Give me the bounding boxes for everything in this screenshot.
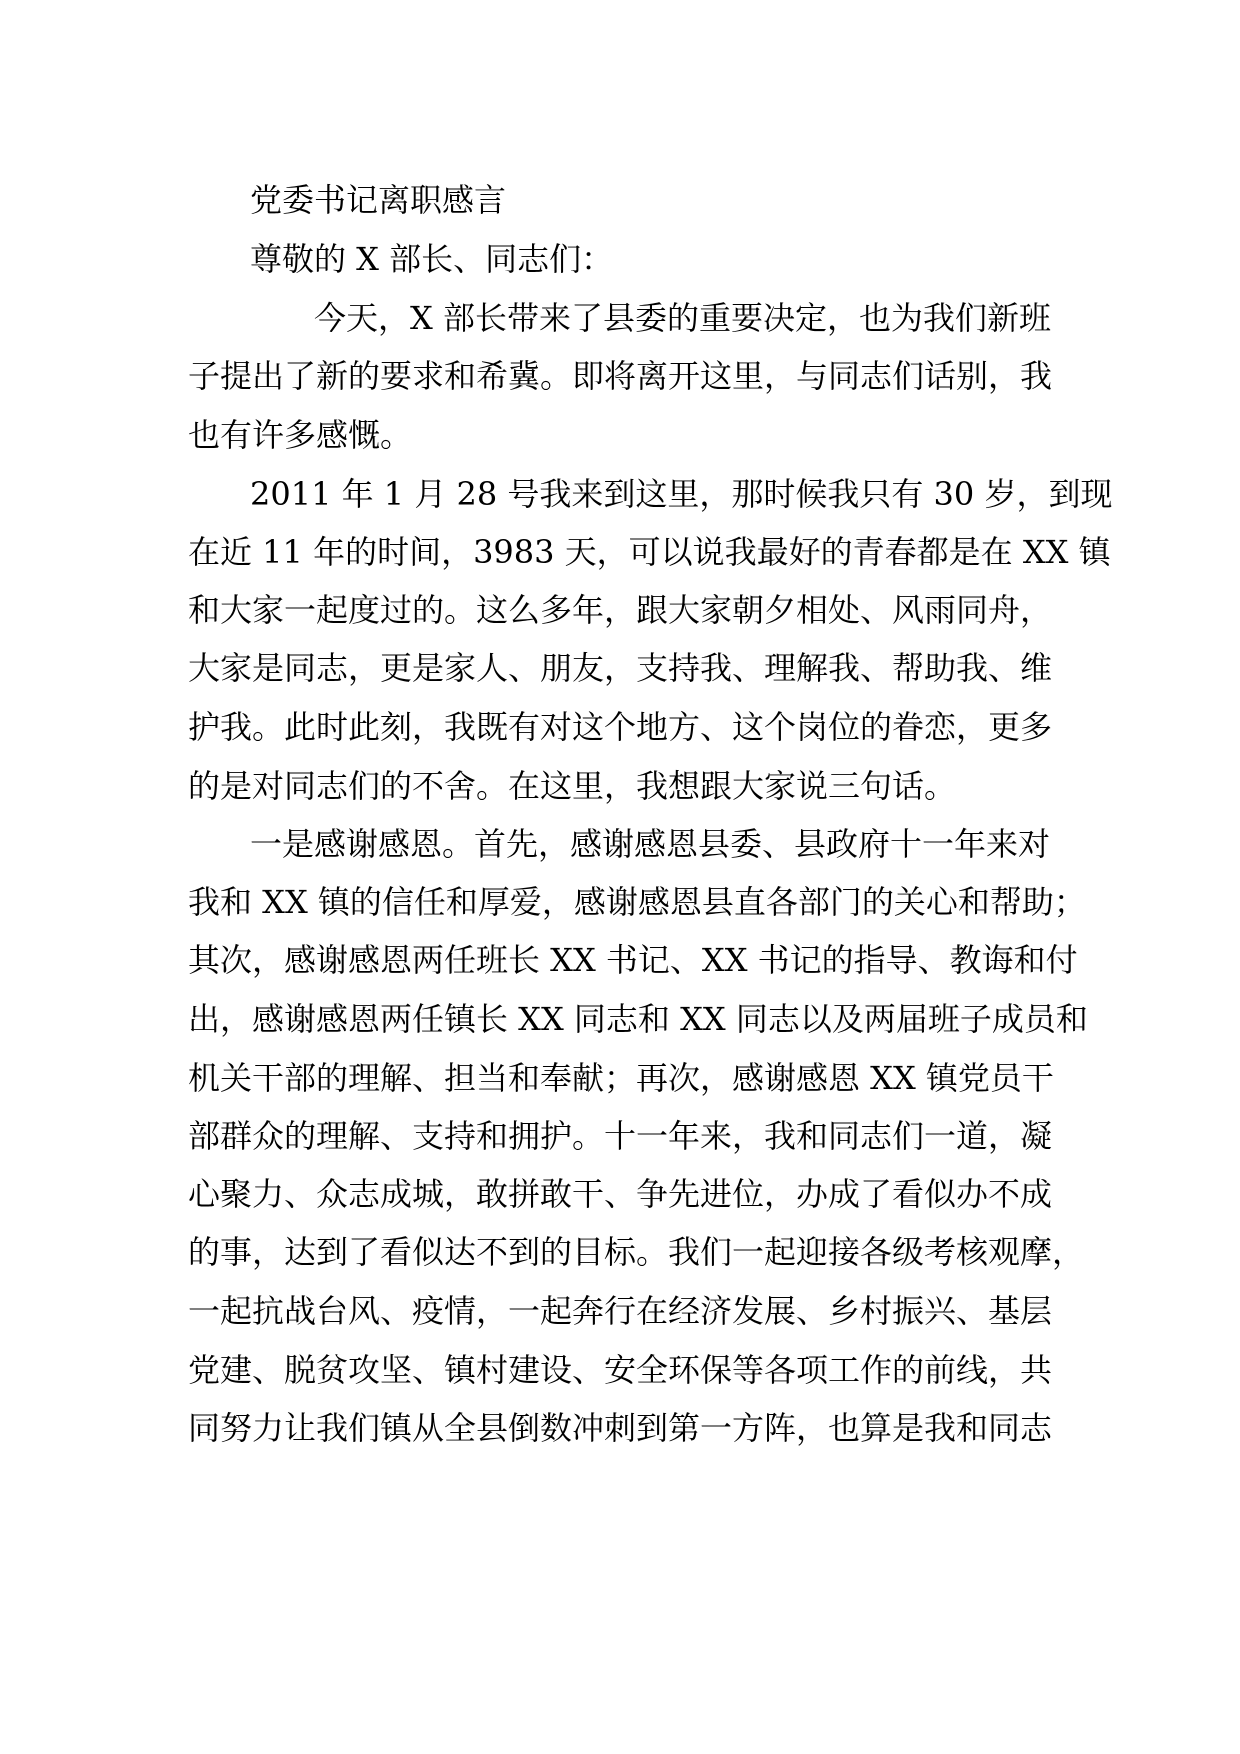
body-line: 党建、脱贫攻坚、镇村建设、安全环保等各项工作的前线，共	[188, 1351, 1053, 1389]
body-line: 一起抗战台风、疫情，一起奔行在经济发展、乡村振兴、基层	[188, 1292, 1053, 1330]
body-line: 的是对同志们的不舍。在这里，我想跟大家说三句话。	[188, 767, 957, 805]
body-line: 心聚力、众志成城，敢拼敢干、争先进位，办成了看似办不成	[188, 1175, 1053, 1213]
body-line: 和大家一起度过的。这么多年，跟大家朝夕相处、风雨同舟，	[188, 591, 1053, 629]
body-line: 机关干部的理解、担当和奉献；再次，感谢感恩 XX 镇党员干	[188, 1059, 1054, 1097]
body-line: 我和 XX 镇的信任和厚爱，感谢感恩县直各部门的关心和帮助；	[188, 883, 1086, 921]
body-line: 其次，感谢感恩两任班长 XX 书记、XX 书记的指导、教诲和付	[188, 941, 1078, 979]
body-line: 子提出了新的要求和希冀。即将离开这里，与同志们话别，我	[188, 357, 1053, 395]
body-line: 护我。此时此刻，我既有对这个地方、这个岗位的眷恋，更多	[188, 708, 1053, 746]
body-line: 的事，达到了看似达不到的目标。我们一起迎接各级考核观摩，	[188, 1233, 1085, 1271]
body-line: 也有许多感慨。	[188, 416, 413, 454]
body-line: 部群众的理解、支持和拥护。十一年来，我和同志们一道，凝	[188, 1117, 1053, 1155]
salutation: 尊敬的 X 部长、同志们：	[250, 240, 614, 278]
body-line: 大家是同志，更是家人、朋友，支持我、理解我、帮助我、维	[188, 649, 1053, 687]
body-line: 同努力让我们镇从全县倒数冲刺到第一方阵，也算是我和同志	[188, 1409, 1053, 1447]
document-title: 党委书记离职感言	[250, 181, 507, 219]
body-line: 出，感谢感恩两任镇长 XX 同志和 XX 同志以及两届班子成员和	[188, 1000, 1088, 1038]
body-line: 在近 11 年的时间，3983 天，可以说我最好的青春都是在 XX 镇	[188, 533, 1111, 571]
body-line: 一是感谢感恩。首先，感谢感恩县委、县政府十一年来对	[250, 825, 1051, 863]
body-line: 今天，X 部长带来了县委的重要决定，也为我们新班	[314, 299, 1051, 337]
body-line: 2011 年 1 月 28 号我来到这里，那时候我只有 30 岁，到现	[250, 475, 1113, 513]
